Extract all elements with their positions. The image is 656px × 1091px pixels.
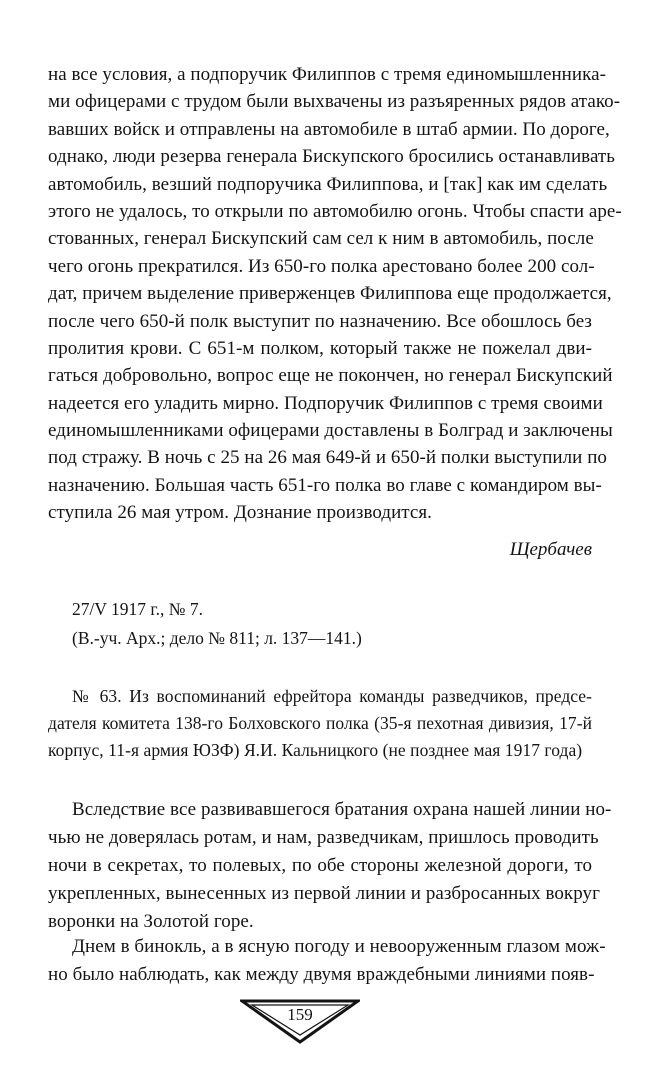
text-line: чью не доверялась ротам, и нам, разведчикам, пришлось проводить <box>48 827 599 848</box>
text-line: Днем в бинокль, а в ясную погоду и невооруженным глазом мож- <box>72 936 606 957</box>
text-line: под стражу. В ночь с 25 на 26 мая 649-й и 650-й полки выступили по <box>48 447 607 469</box>
text-line: автомобиль, везший подпоручика Филиппова, и [так] как им сделать <box>48 173 608 195</box>
text-line: надеется его уладить мирно. Подпоручик Филиппов с тремя своими <box>48 392 603 414</box>
text-line: этого не удалось, то открыли по автомобилю огонь. Чтобы спасти аре- <box>48 200 622 222</box>
text-line: ступила 26 мая утром. Дознание производится. <box>48 502 432 524</box>
text-line: стованных, генерал Бискупский сам сел к ним в автомобиль, после <box>48 228 594 250</box>
text-line: но было наблюдать, как между двумя враждебными линиями появ- <box>48 964 595 985</box>
text-line: укрепленных, вынесенных из первой линии и разбросанных вокруг <box>48 883 600 904</box>
heading-line: корпус, 11-я армия ЮЗФ) Я.И. Кальницкого (не позднее мая 1917 года) <box>48 740 583 760</box>
report-paragraph <box>48 61 622 527</box>
heading-line: дателя комитета 138-го Болховского полка (35-я пехотная дивизия, 17-й <box>48 713 592 733</box>
archive-date-line: 27/V 1917 г., № 7. <box>72 599 203 619</box>
archive-source-line: (В.-уч. Арх.; дело № 811; л. 137—141.) <box>72 628 362 648</box>
text-line: пролития крови. С 651-м полком, который также не пожелал дви- <box>48 337 592 359</box>
heading-line: № 63. Из воспоминаний ефрейтора команды разведчиков, предсе- <box>72 686 592 706</box>
text-line: воронки на Золотой горе. <box>48 911 254 932</box>
text-line: дат, причем выделение приверженцев Филиппова еще продолжается, <box>48 283 612 305</box>
memoir-paragraph <box>48 796 612 936</box>
page-number-ornament <box>240 999 360 1045</box>
text-line: на все условия, а подпоручик Филиппов с тремя единомышленника- <box>48 64 606 85</box>
text-line: однако, люди резерва генерала Бискупского бросились останавливать <box>48 146 616 168</box>
document-heading <box>48 683 592 764</box>
memoir-paragraph <box>48 933 606 989</box>
text-line: Вследствие все развивавшегося братания охрана нашей линии но- <box>72 799 612 820</box>
text-line: после чего 650-й полк выступит по назначению. Все обошлось без <box>48 310 592 332</box>
text-line: ми офицерами с трудом были выхвачены из разъяренных рядов атако- <box>48 91 621 113</box>
archive-reference <box>72 595 362 653</box>
text-line: чего огонь прекратился. Из 650-го полка арестовано более 200 сол- <box>48 255 595 277</box>
text-line: назначению. Большая часть 651-го полка во главе с командиром вы- <box>48 474 602 496</box>
text-line: единомышленниками офицерами доставлены в Болград и заключены <box>48 420 613 442</box>
text-line: гаться добровольно, вопрос еще не покончен, но генерал Бискупский <box>48 365 613 387</box>
page-number: 159 <box>287 1005 313 1024</box>
text-line: ночи в секретах, то полевых, по обе стороны железной дороги, то <box>48 855 592 876</box>
text-line: вавших войск и отправлены на автомобиле в штаб армии. По дороге, <box>48 118 610 140</box>
signature: Щербачев <box>509 539 592 560</box>
